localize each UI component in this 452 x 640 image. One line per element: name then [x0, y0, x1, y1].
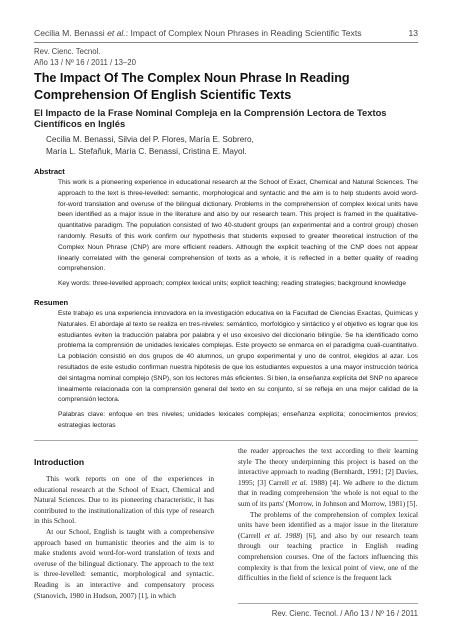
article-title-spanish: El Impacto de la Frase Nominal Compleja en la Comprensión Lectora de Textos Científicos en Inglés: [34, 107, 387, 130]
abstract-block: [58, 178, 418, 294]
running-head: [34, 28, 418, 38]
intro-paragraph-3-end: 1988) [4]. We adhere to the dictum that in reading comprehension 'the whole is not equal to the sum of its parts' (Morrow, in Johnson and Morrow, 1981) [5].: [238, 477, 418, 508]
article-title-english: The Impact Of The Complex Noun Phrase In Reading Comprehension Of English Scientific Texts: [34, 71, 350, 102]
intro-paragraph-3: [238, 446, 418, 510]
resumen-text: Este trabajo es una experiencia innovadora en la investigación educativa en la Facultad de Ciencias Exactas, Químicas y Naturales. El abordaje al texto se realiza en tres-niveles: semántico, morfológico y sintáctico y el objetivo es lograr que los estudiantes eviten la traducción palabra por palabra y el uso excesivo del diccionario bilingüe. Se ha identificado como problema la comprensión de unidades lexicales complejas. Este proyecto se enmarca en el paradigma cuali-cuantitativo. La población consistió en dos grupos de 40 alumnos, un grupo experimental y uno de control, elegidos al azar. Los resultados de este estudio confirman nuestra hipótesis de que los estudiantes expuestos a una mayor instrucción teórica del sintagma nominal complejo (SNP), son los lectores más eficientes. Si bien, la enseñanza explícita del SNP no aparece linealmente relacionada con la comprensión general del texto en su conjunto, sí se refleja en una mejor calidad de la comprensión lectora.: [58, 310, 418, 404]
abstract-label: Abstract: [34, 167, 65, 176]
intro-paragraph-2: At our School, English is taught with a comprehensive approach based on humanistic theories and the aim is to make students avoid word-for-word translation of texts and overuse of the bilingual dictionary. The approach to the text is three-levelled: semantic, morphological and syntactic. Reading is an interactive and compensatory process (Stanovich, 1980 in Hudson, 2007) [1], in which: [34, 526, 214, 600]
intro-paragraph-3-start: the reader approaches the text according to their learning style The theory underpinning this project is based on the interactive approach to reading (Bernhardt, 1991; [2] Davies, 1995; [3] Carrell: [238, 446, 418, 487]
abstract-text: This work is a pioneering experience in educational research at the School of Exact, Chemical and Natural Sciences. The approach to the text is three-levelled: semantic, morphological and syntactic and the aim is to help students avoid word-for-word translation and overuse of the bilingual dictionary. Problems in the comprehension of complex lexical units have been identified as a major issue in the literature and also by our research team. This project is framed in the qualitative-quantitative paradigm. The population consisted of two 40-student groups (an experimental and a control group) chosen randomly. Results of this work confirm our hypothesis that students exposed to greater theoretical instruction of the Complex Noun Phrase (CNP) are more efficient readers. Although the explicit teaching of the CNP does not appear linearly correlated with the general comprehension of texts as a whole, it is reflected in a better quality of reading comprehension.: [58, 179, 418, 273]
introduction-heading: Introduction: [34, 457, 85, 467]
resumen-block: [58, 309, 418, 436]
intro-paragraph-4: [238, 510, 418, 584]
running-head-title: [34, 28, 362, 38]
author-list: [46, 134, 406, 158]
author-line-1: Cecilia M. Benassi, Silvia del P. Flores, María E. Sobrero,: [46, 135, 254, 144]
right-column: [238, 446, 418, 584]
intro-paragraph-1: This work reports on one of the experiences in educational research at the School of Exact, Chemical and Natural Sciences. Due to its pioneering characteristic, it has contributed to the institutionalization of this type of research in this School.: [34, 474, 214, 526]
resumen-keywords: Palabras clave: enfoque en tres niveles; unidades lexicales complejas; enseñanza explícita; conocimientos previos; estrategias lectoras: [58, 411, 418, 429]
resumen-label: Resumen: [34, 298, 69, 307]
body-divider: [34, 440, 418, 441]
intro-paragraph-4-et-al: et al. 1988: [264, 530, 300, 540]
journal-volume: Año 13 / Nº 16 / 2011 / 13–20: [34, 57, 136, 67]
intro-paragraph-4-end: ) [6], and also by our research team through our teaching practice in English reading comprehension courses. One of the factors influencing this complexity is that from the lexical point of view, one of the difficulties in the field of science is the frequent lack: [238, 530, 418, 583]
running-head-authors: Cecilia M. Benassi: [34, 28, 105, 38]
intro-paragraph-4-start: The problems of the comprehension of complex lexical units have been identified as a major issue in the literature (Carrell: [238, 509, 418, 540]
page-footer: Rev. Cienc. Tecnol. / Año 13 / Nº 16 / 2011: [271, 609, 418, 618]
header-divider: [34, 42, 418, 43]
abstract-keywords: Key words: three-levelled approach; complex lexical units; explicit teaching; reading strategies; background knowledge: [58, 280, 407, 288]
journal-info: [34, 47, 136, 68]
author-line-2: María L. Stefañuk, María C. Benassi, Cristina E. Mayol.: [46, 147, 247, 156]
running-head-article-title: : Impact of Complex Noun Phrases in Reading Scientific Texts: [125, 28, 362, 38]
journal-name: Rev. Cienc. Tecnol.: [34, 47, 101, 56]
page-number: 13: [408, 28, 418, 38]
intro-paragraph-3-et-al: et al.: [291, 477, 308, 487]
left-column: [34, 474, 214, 601]
running-head-et-al: et al.: [107, 28, 126, 38]
footer-divider: [238, 603, 418, 604]
